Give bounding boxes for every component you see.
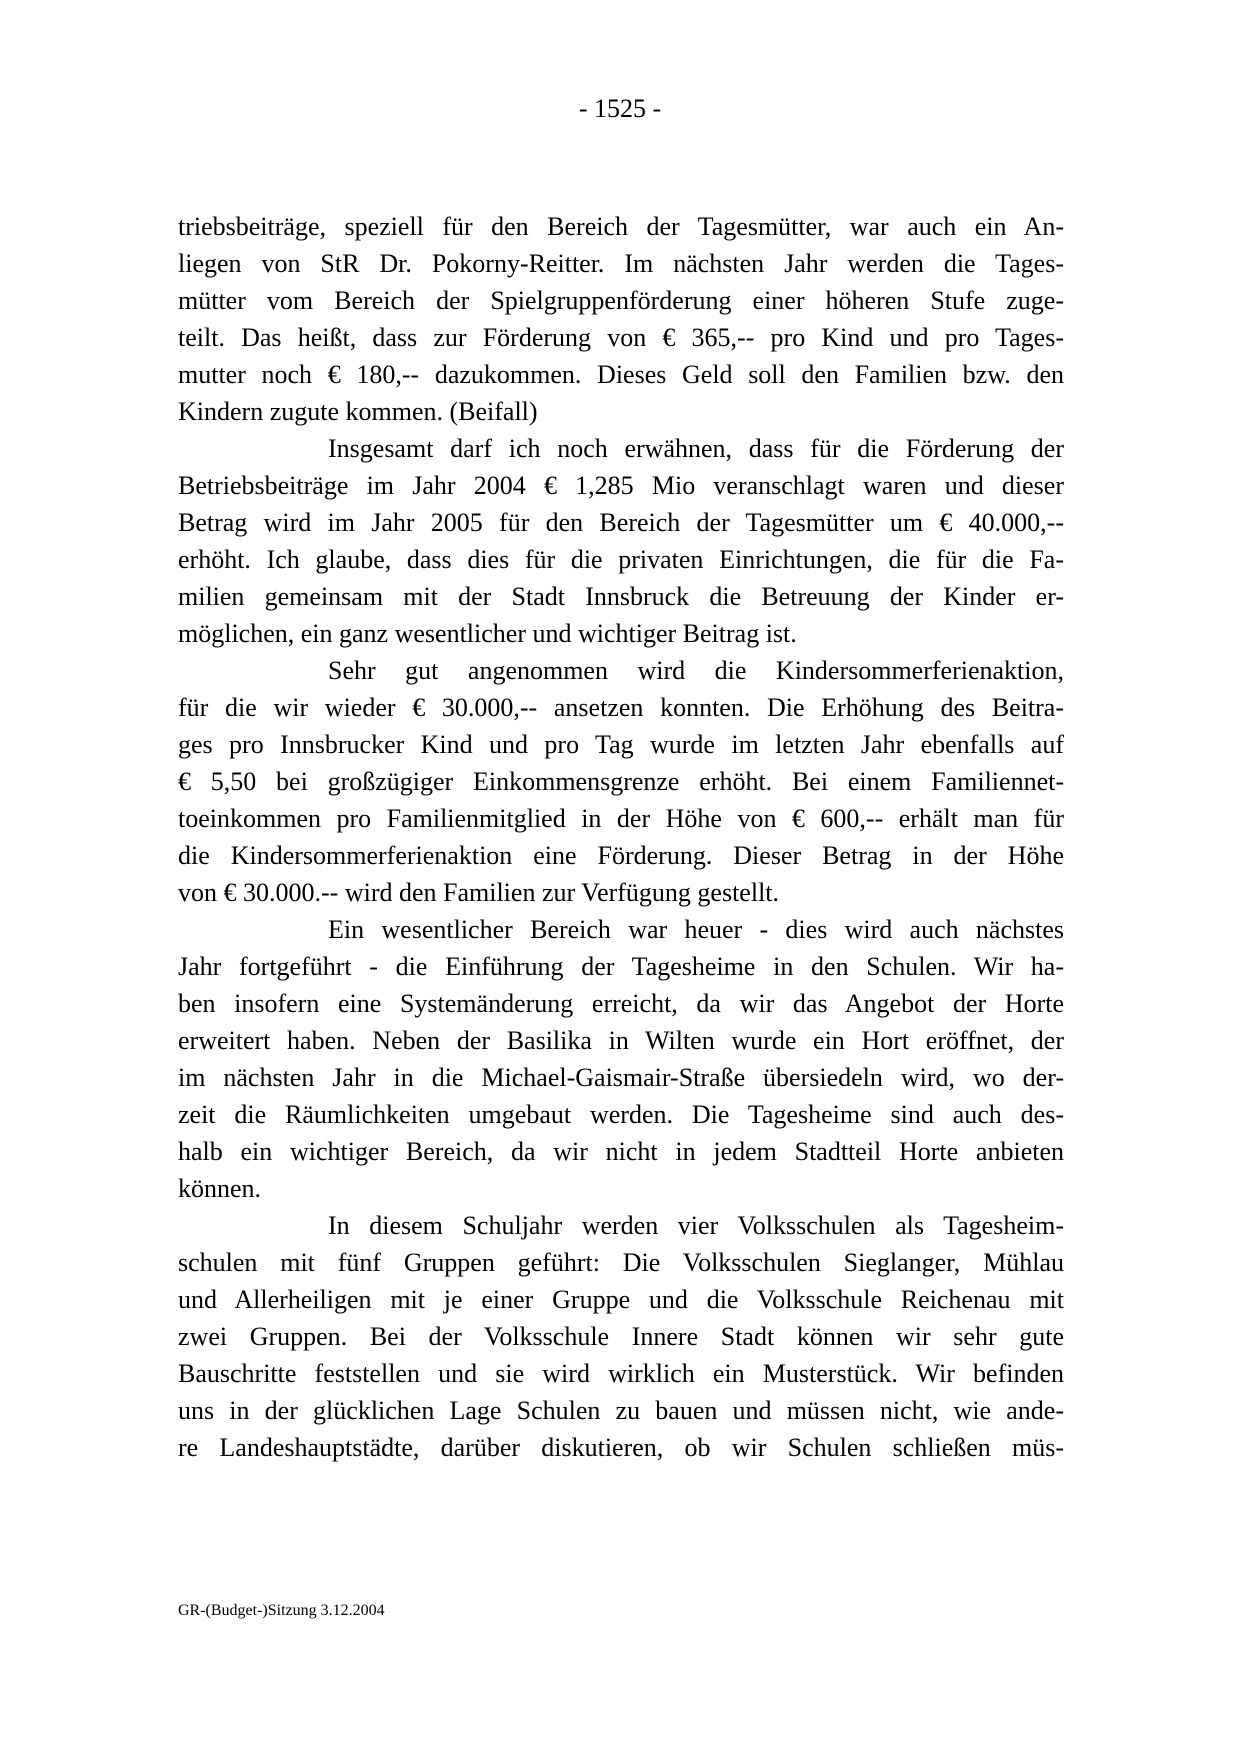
text-line: Kindern zugute kommen. (Beifall) [178,397,538,426]
text-line: Bauschritte feststellen und sie wird wirklich ein Musterstück. Wir befinden [178,1359,1064,1388]
text-line: und Allerheiligen mit je einer Gruppe und die Volksschule Reichenau mit [178,1285,1064,1314]
text-line: möglichen, ein ganz wesentlicher und wichtiger Beitrag ist. [178,619,797,648]
text-line: erhöht. Ich glaube, dass dies für die privaten Einrichtungen, die für die Fa- [178,545,1064,574]
footer-session-info: GR-(Budget-)Sitzung 3.12.2004 [178,1602,385,1619]
text-line: für die wir wieder € 30.000,-- ansetzen konnten. Die Erhöhung des Beitra- [178,693,1064,722]
text-line: können. [178,1174,262,1203]
text-line: schulen mit fünf Gruppen geführt: Die Volksschulen Sieglanger, Mühlau [178,1248,1064,1277]
text-line: Sehr gut angenommen wird die Kindersommerferienaktion, [328,656,1064,685]
text-line: von € 30.000.-- wird den Familien zur Verfügung gestellt. [178,878,780,907]
text-line: € 5,50 bei großzügiger Einkommensgrenze erhöht. Bei einem Familiennet- [178,767,1064,796]
text-line: Betrag wird im Jahr 2005 für den Bereich der Tagesmütter um € 40.000,-- [178,508,1064,537]
text-line: liegen von StR Dr. Pokorny-Reitter. Im nächsten Jahr werden die Tages- [178,249,1064,278]
text-line: re Landeshauptstädte, darüber diskutieren, ob wir Schulen schließen müs- [178,1433,1064,1462]
document-body [178,208,1064,1466]
text-line: zeit die Räumlichkeiten umgebaut werden. Die Tagesheime sind auch des- [178,1100,1064,1129]
text-line: milien gemeinsam mit der Stadt Innsbruck die Betreuung der Kinder er- [178,582,1064,611]
page-number: - 1525 - [578,94,662,123]
text-line: triebsbeiträge, speziell für den Bereich der Tagesmütter, war auch ein An- [178,212,1064,241]
text-line: ges pro Innsbrucker Kind und pro Tag wurde im letzten Jahr ebenfalls auf [178,730,1064,759]
text-line: im nächsten Jahr in die Michael-Gaismair-Straße übersiedeln wird, wo der- [178,1063,1064,1092]
text-line: toeinkommen pro Familienmitglied in der Höhe von € 600,-- erhält man für [178,804,1064,833]
text-line: Jahr fortgeführt - die Einführung der Tagesheime in den Schulen. Wir ha- [178,952,1064,981]
text-line: erweitert haben. Neben der Basilika in Wilten wurde ein Hort eröffnet, der [178,1026,1064,1055]
text-line: die Kindersommerferienaktion eine Förderung. Dieser Betrag in der Höhe [178,841,1064,870]
text-line: zwei Gruppen. Bei der Volksschule Innere Stadt können wir sehr gute [178,1322,1064,1351]
text-line: mütter vom Bereich der Spielgruppenförderung einer höheren Stufe zuge- [178,286,1064,315]
text-line: halb ein wichtiger Bereich, da wir nicht in jedem Stadtteil Horte anbieten [178,1137,1064,1166]
text-line: Ein wesentlicher Bereich war heuer - dies wird auch nächstes [328,915,1064,944]
text-line: teilt. Das heißt, dass zur Förderung von € 365,-- pro Kind und pro Tages- [178,323,1064,352]
text-line: ben insofern eine Systemänderung erreicht, da wir das Angebot der Horte [178,989,1064,1018]
text-line: In diesem Schuljahr werden vier Volksschulen als Tagesheim- [328,1211,1064,1240]
text-line: mutter noch € 180,-- dazukommen. Dieses Geld soll den Familien bzw. den [178,360,1064,389]
text-line: Betriebsbeiträge im Jahr 2004 € 1,285 Mio veranschlagt waren und dieser [178,471,1064,500]
text-line: Insgesamt darf ich noch erwähnen, dass für die Förderung der [328,434,1064,463]
text-line: uns in der glücklichen Lage Schulen zu bauen und müssen nicht, wie ande- [178,1396,1064,1425]
